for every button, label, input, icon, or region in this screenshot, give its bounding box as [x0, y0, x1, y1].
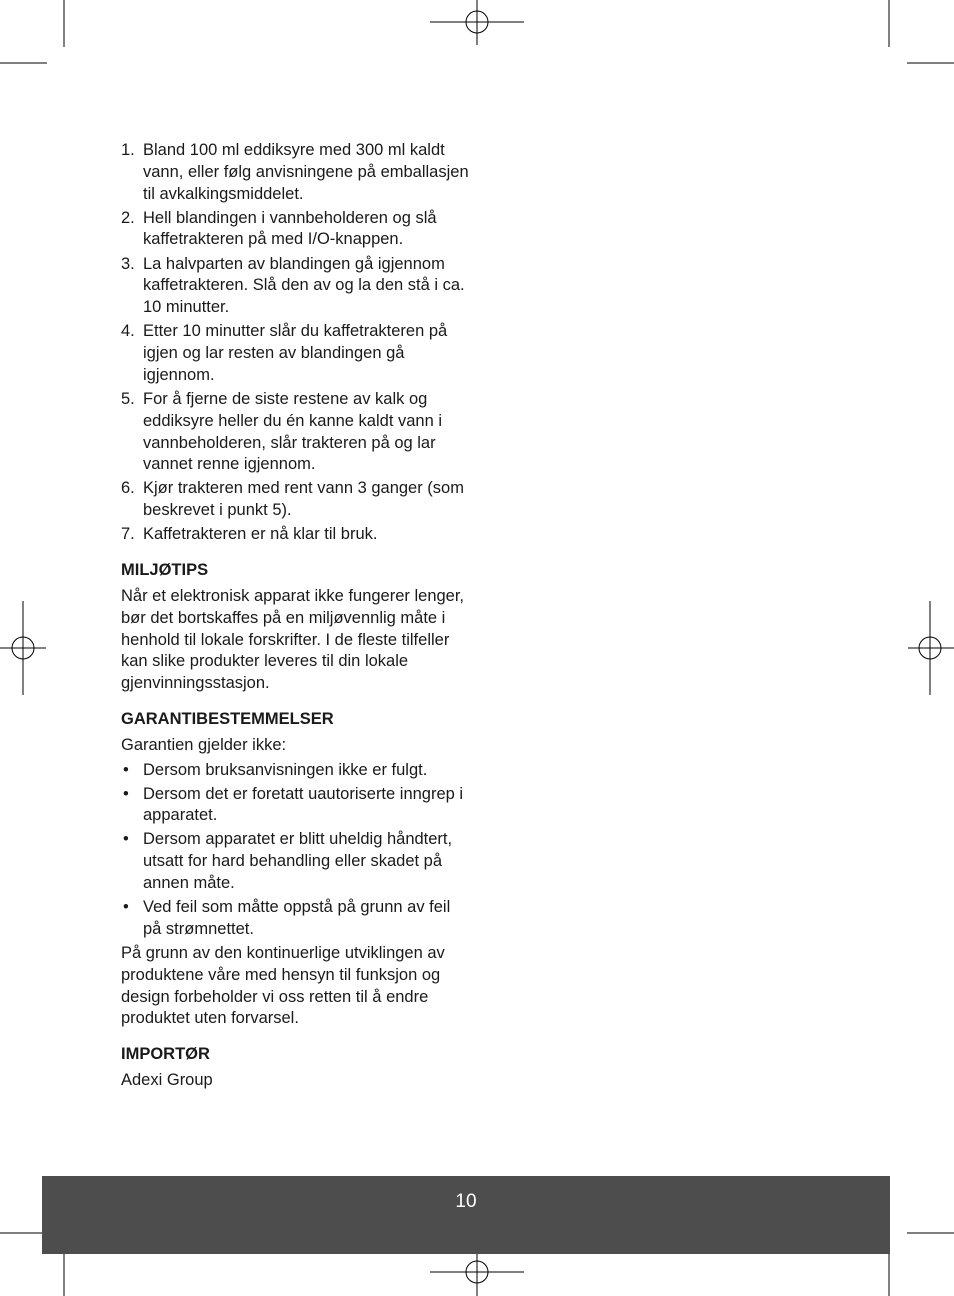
bullet-text: Dersom det er foretatt uautoriserte inngrep i apparatet. — [143, 784, 464, 825]
list-item — [121, 140, 471, 205]
list-item — [121, 760, 471, 782]
descaling-steps-list — [121, 140, 471, 546]
page-number: 10 — [455, 1191, 477, 1212]
step-text: Kjør trakteren med rent vann 3 ganger (som beskrevet i punkt 5). — [143, 479, 464, 520]
step-text: Bland 100 ml eddiksyre med 300 ml kaldt vann, eller følg anvisningene på emballasjen til avkalkingsmiddelet. — [143, 141, 469, 203]
bullet-icon: • — [123, 784, 129, 803]
garanti-intro: Garantien gjelder ikke: — [121, 735, 287, 754]
step-text: Hell blandingen i vannbeholderen og slå kaffetrakteren på med I/O-knappen. — [143, 208, 437, 249]
step-number: 4. — [121, 322, 135, 341]
main-content — [121, 140, 471, 1092]
list-item — [121, 389, 471, 476]
list-item — [121, 478, 471, 522]
step-number: 6. — [121, 479, 135, 498]
step-number: 5. — [121, 389, 135, 408]
miljotips-text: Når et elektronisk apparat ikke fungerer lenger, bør det bortskaffes på en miljøvennlig måte i henhold til lokale forskrifter. I de fleste tilfeller kan slike produkter leveres til din lokale gjenvinningsstasjon. — [121, 586, 465, 693]
step-text: La halvparten av blandingen gå igjennom kaffetrakteren. Slå den av og la den stå i ca. 10 minutter. — [143, 254, 465, 317]
list-item — [121, 897, 471, 941]
step-text: Etter 10 minutter slår du kaffetrakteren på igjen og lar resten av blandingen gå igjennom. — [143, 322, 448, 384]
list-item — [121, 254, 471, 319]
list-item — [121, 321, 471, 386]
disclaimer-text: På grunn av den kontinuerlige utviklingen av produktene våre med hensyn til funksjon og design forbeholder vi oss retten til å endre produktet uten forvarsel. — [121, 944, 445, 1028]
step-number: 7. — [121, 525, 135, 544]
step-text: For å fjerne de siste restene av kalk og eddiksyre heller du én kanne kaldt vann i vannbeholderen, slår trakteren på og lar vannet renne igjennom. — [143, 389, 443, 474]
miljotips-heading: MILJØTIPS — [121, 561, 209, 580]
bullet-text: Dersom apparatet er blitt uheldig håndtert, utsatt for hard behandling eller skadet på annen måte. — [143, 830, 453, 893]
step-number: 3. — [121, 254, 135, 273]
list-item — [121, 524, 471, 546]
bullet-text: Dersom bruksanvisningen ikke er fulgt. — [143, 760, 428, 779]
footer-bar — [42, 1176, 890, 1254]
list-item — [121, 829, 471, 894]
list-item — [121, 784, 471, 828]
garanti-exclusions-list — [121, 760, 471, 941]
importor-name: Adexi Group — [121, 1071, 213, 1090]
step-text: Kaffetrakteren er nå klar til bruk. — [143, 525, 378, 544]
garanti-heading: GARANTIBESTEMMELSER — [121, 709, 334, 728]
bullet-icon: • — [123, 898, 129, 917]
bullet-icon: • — [123, 830, 129, 849]
list-item — [121, 208, 471, 252]
step-number: 1. — [121, 141, 135, 159]
bullet-icon: • — [123, 760, 129, 779]
importor-heading: IMPORTØR — [121, 1045, 210, 1064]
step-number: 2. — [121, 208, 135, 227]
bullet-text: Ved feil som måtte oppstå på grunn av feil på strømnettet. — [143, 898, 451, 938]
